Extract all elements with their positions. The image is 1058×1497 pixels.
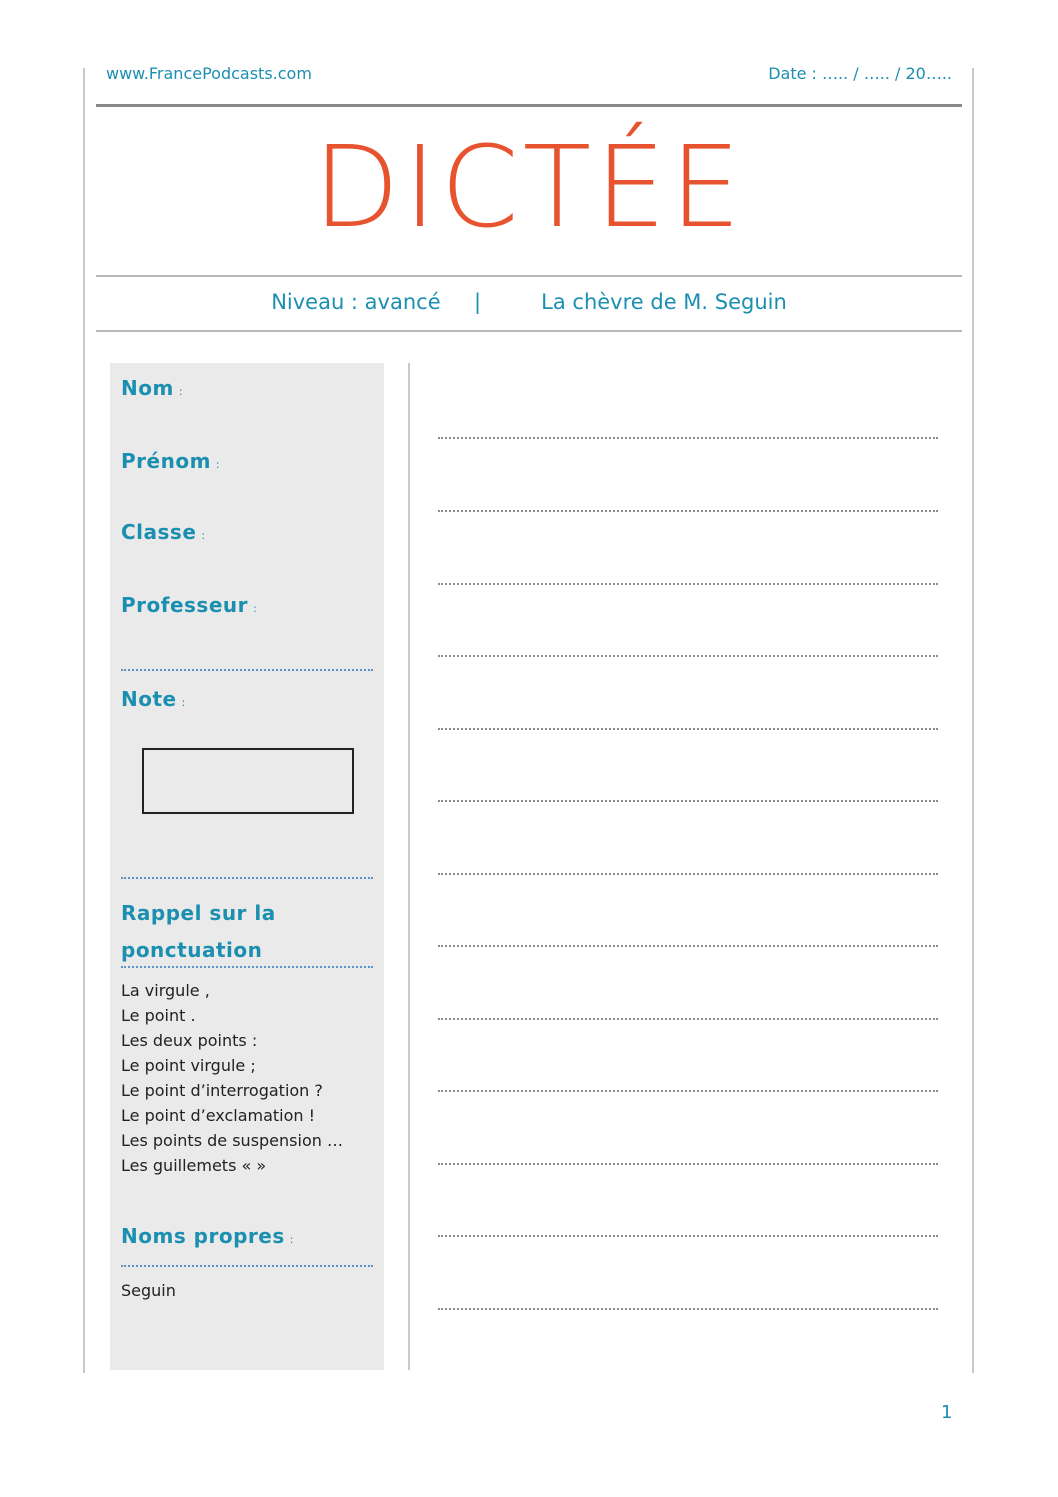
page-number: 1 bbox=[941, 1402, 953, 1423]
note-label: Note bbox=[121, 687, 177, 711]
list-item: Le point d’interrogation ? bbox=[121, 1081, 323, 1100]
prenom-field bbox=[121, 449, 220, 473]
left-margin-line bbox=[83, 68, 85, 1373]
grade-box bbox=[142, 748, 354, 814]
page-title: DICTÉE bbox=[313, 123, 745, 253]
writing-line[interactable] bbox=[438, 1163, 938, 1165]
writing-line[interactable] bbox=[438, 945, 938, 947]
list-item: Le point . bbox=[121, 1006, 196, 1025]
list-item: Le point d’exclamation ! bbox=[121, 1106, 316, 1125]
writing-line[interactable] bbox=[438, 437, 938, 439]
classe-label: Classe bbox=[121, 520, 197, 544]
date-field: Date : ….. / ….. / 20….. bbox=[768, 64, 952, 83]
writing-line[interactable] bbox=[438, 1308, 938, 1310]
divider-dotted bbox=[121, 669, 373, 671]
professeur-label: Professeur bbox=[121, 593, 249, 617]
punctuation-heading: Rappel sur la ponctuation bbox=[121, 901, 276, 962]
writing-line[interactable] bbox=[438, 728, 938, 730]
writing-line[interactable] bbox=[438, 583, 938, 585]
writing-line[interactable] bbox=[438, 655, 938, 657]
prenom-label: Prénom bbox=[121, 449, 211, 473]
writing-line[interactable] bbox=[438, 1235, 938, 1237]
writing-line[interactable] bbox=[438, 800, 938, 802]
nom-label: Nom bbox=[121, 376, 174, 400]
divider-dotted bbox=[121, 1265, 373, 1267]
divider-dotted bbox=[121, 877, 373, 879]
column-divider bbox=[408, 363, 410, 1370]
noms-propres-field bbox=[121, 1224, 294, 1248]
list-item: Les guillemets « » bbox=[121, 1156, 267, 1175]
divider-dotted bbox=[121, 966, 373, 968]
website-link[interactable]: www.FrancePodcasts.com bbox=[106, 64, 312, 83]
list-item: La virgule , bbox=[121, 981, 210, 1000]
writing-line[interactable] bbox=[438, 1018, 938, 1020]
classe-field bbox=[121, 520, 206, 544]
nom-field bbox=[121, 376, 183, 400]
writing-line[interactable] bbox=[438, 1090, 938, 1092]
prenom-colon: : bbox=[215, 458, 221, 471]
writing-line[interactable] bbox=[438, 510, 938, 512]
classe-colon: : bbox=[201, 529, 206, 542]
note-colon: : bbox=[181, 696, 186, 709]
student-info-sidebar bbox=[110, 363, 384, 1370]
note-field bbox=[121, 687, 186, 711]
list-item: Les points de suspension … bbox=[121, 1131, 343, 1150]
subtitle: Niveau : avancé | La chèvre de M. Seguin bbox=[271, 290, 787, 314]
writing-line[interactable] bbox=[438, 873, 938, 875]
noms-propres-colon: : bbox=[289, 1233, 294, 1246]
professeur-field bbox=[121, 593, 257, 617]
list-item: Les deux points : bbox=[121, 1031, 258, 1050]
proper-name: Seguin bbox=[121, 1281, 176, 1300]
list-item: Le point virgule ; bbox=[121, 1056, 256, 1075]
professeur-colon: : bbox=[253, 602, 258, 615]
nom-colon: : bbox=[178, 385, 184, 398]
noms-propres-label: Noms propres bbox=[121, 1224, 285, 1248]
right-margin-line bbox=[972, 68, 974, 1373]
punctuation-list bbox=[121, 978, 343, 1178]
subtitle-top-divider bbox=[96, 275, 962, 277]
header-divider bbox=[96, 104, 962, 107]
subtitle-bottom-divider bbox=[96, 330, 962, 332]
